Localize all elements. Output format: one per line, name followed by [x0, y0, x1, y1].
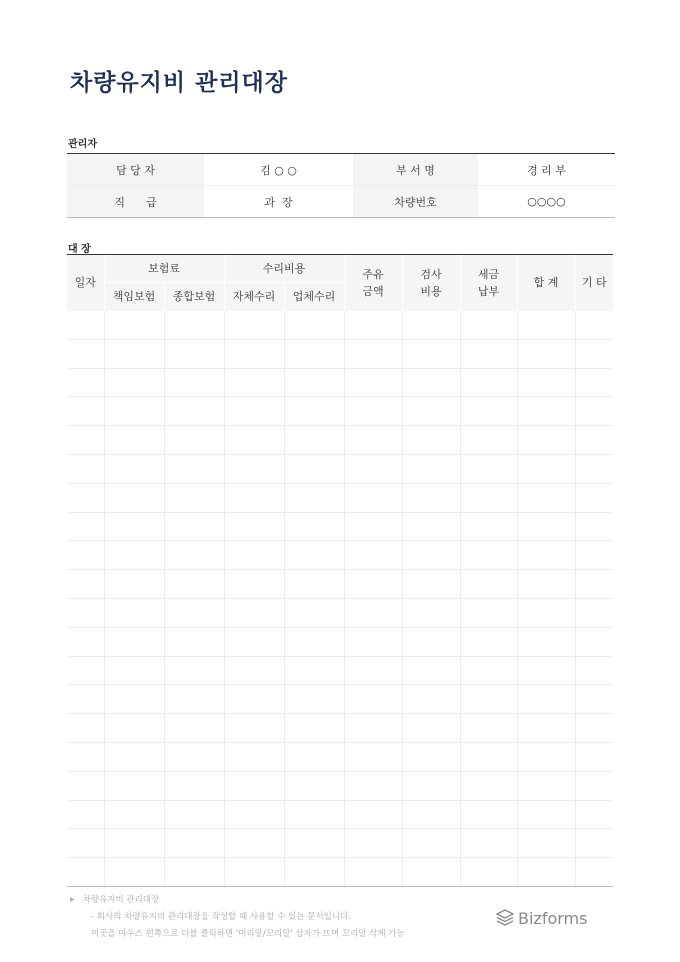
ledger-cell[interactable] — [460, 512, 517, 541]
ledger-cell[interactable] — [460, 800, 517, 829]
header-tax-line1: 세금 — [477, 267, 500, 281]
ledger-cell[interactable] — [517, 454, 575, 483]
ledger-cell[interactable] — [575, 454, 613, 483]
ledger-cell[interactable] — [517, 656, 575, 685]
ledger-cell[interactable] — [67, 311, 104, 340]
ledger-row — [67, 397, 613, 426]
header-total: 합 계 — [517, 255, 575, 311]
header-insurance-liability: 책임보험 — [104, 283, 164, 311]
ledger-cell[interactable] — [224, 426, 284, 455]
ledger-cell[interactable] — [164, 858, 224, 887]
ledger-cell[interactable] — [104, 800, 164, 829]
ledger-row — [67, 858, 613, 887]
ledger-row — [67, 339, 613, 368]
ledger-cell[interactable] — [344, 426, 402, 455]
ledger-table — [67, 254, 613, 887]
ledger-cell[interactable] — [344, 656, 402, 685]
ledger-row — [67, 742, 613, 771]
ledger-cell[interactable] — [104, 454, 164, 483]
ledger-cell[interactable] — [104, 512, 164, 541]
ledger-cell[interactable] — [402, 454, 460, 483]
ledger-cell[interactable] — [224, 598, 284, 627]
ledger-cell[interactable] — [284, 742, 344, 771]
department-value[interactable]: 경 리 부 — [478, 154, 615, 186]
ledger-cell[interactable] — [460, 742, 517, 771]
ledger-cell[interactable] — [224, 570, 284, 599]
ledger-cell[interactable] — [402, 483, 460, 512]
ledger-cell[interactable] — [344, 368, 402, 397]
ledger-cell[interactable] — [164, 829, 224, 858]
ledger-cell[interactable] — [224, 627, 284, 656]
ledger-cell[interactable] — [104, 368, 164, 397]
ledger-cell[interactable] — [460, 368, 517, 397]
ledger-cell[interactable] — [224, 454, 284, 483]
header-date: 일자 — [67, 255, 104, 311]
ledger-row — [67, 368, 613, 397]
ledger-cell[interactable] — [575, 483, 613, 512]
footer-line-3[interactable]: 이곳을 마우스 왼쪽으로 더블 클릭하면 '머리말/꼬리말' 상자가 뜨며 꼬리말 삭제 가능 — [91, 929, 405, 939]
ledger-body — [67, 311, 613, 887]
ledger-row — [67, 829, 613, 858]
ledger-cell[interactable] — [164, 685, 224, 714]
ledger-cell[interactable] — [164, 368, 224, 397]
ledger-cell[interactable] — [104, 339, 164, 368]
ledger-row — [67, 771, 613, 800]
ledger-cell[interactable] — [224, 483, 284, 512]
ledger-cell[interactable] — [402, 339, 460, 368]
ledger-cell[interactable] — [224, 541, 284, 570]
ledger-cell[interactable] — [164, 800, 224, 829]
ledger-cell[interactable] — [460, 829, 517, 858]
header-repair: 수리비용 — [224, 255, 344, 283]
ledger-row — [67, 800, 613, 829]
header-fuel-line2: 금액 — [362, 284, 384, 298]
ledger-row — [67, 685, 613, 714]
ledger-cell[interactable] — [460, 714, 517, 743]
ledger-cell[interactable] — [402, 627, 460, 656]
ledger-cell[interactable] — [67, 598, 104, 627]
ledger-cell[interactable] — [517, 858, 575, 887]
ledger-cell[interactable] — [344, 627, 402, 656]
ledger-cell[interactable] — [67, 426, 104, 455]
ledger-cell[interactable] — [284, 339, 344, 368]
ledger-cell[interactable] — [164, 454, 224, 483]
ledger-cell[interactable] — [284, 483, 344, 512]
department-label: 부 서 명 — [353, 154, 478, 186]
ledger-row — [67, 426, 613, 455]
ledger-cell[interactable] — [344, 454, 402, 483]
ledger-cell[interactable] — [67, 368, 104, 397]
ledger-cell[interactable] — [575, 339, 613, 368]
ledger-cell[interactable] — [517, 512, 575, 541]
ledger-cell[interactable] — [575, 311, 613, 340]
ledger-cell[interactable] — [67, 800, 104, 829]
ledger-cell[interactable] — [164, 771, 224, 800]
ledger-cell[interactable] — [344, 800, 402, 829]
ledger-cell[interactable] — [344, 742, 402, 771]
position-value[interactable]: 과 장 — [204, 186, 353, 218]
header-tax — [460, 255, 517, 311]
ledger-cell[interactable] — [104, 311, 164, 340]
header-inspection-line2: 비용 — [420, 284, 442, 298]
ledger-cell[interactable] — [284, 397, 344, 426]
ledger-cell[interactable] — [460, 685, 517, 714]
ledger-cell[interactable] — [284, 368, 344, 397]
ledger-row — [67, 541, 613, 570]
ledger-cell[interactable] — [402, 771, 460, 800]
ledger-cell[interactable] — [460, 311, 517, 340]
ledger-cell[interactable] — [67, 570, 104, 599]
manager-name-value[interactable]: 김 ○ ○ — [204, 154, 353, 186]
logo-text: Bizforms — [518, 908, 588, 928]
ledger-row — [67, 627, 613, 656]
ledger-cell[interactable] — [67, 339, 104, 368]
ledger-cell[interactable] — [164, 656, 224, 685]
ledger-cell[interactable] — [517, 368, 575, 397]
ledger-row — [67, 512, 613, 541]
ledger-cell[interactable] — [402, 829, 460, 858]
ledger-cell[interactable] — [517, 339, 575, 368]
ledger-cell[interactable] — [575, 771, 613, 800]
ledger-row — [67, 483, 613, 512]
manager-row — [67, 154, 615, 186]
ledger-cell[interactable] — [104, 685, 164, 714]
ledger-cell[interactable] — [517, 541, 575, 570]
ledger-cell[interactable] — [460, 541, 517, 570]
ledger-cell[interactable] — [517, 598, 575, 627]
ledger-cell[interactable] — [164, 512, 224, 541]
ledger-cell[interactable] — [164, 426, 224, 455]
ledger-row — [67, 454, 613, 483]
ledger-cell[interactable] — [164, 397, 224, 426]
ledger-cell[interactable] — [575, 541, 613, 570]
ledger-cell[interactable] — [284, 311, 344, 340]
ledger-cell[interactable] — [344, 685, 402, 714]
ledger-cell[interactable] — [575, 656, 613, 685]
ledger-cell[interactable] — [517, 742, 575, 771]
ledger-cell[interactable] — [402, 368, 460, 397]
ledger-cell[interactable] — [402, 570, 460, 599]
header-repair-self: 자체수리 — [224, 283, 284, 311]
footer-notes — [70, 893, 405, 939]
ledger-cell[interactable] — [67, 627, 104, 656]
ledger-cell[interactable] — [344, 541, 402, 570]
ledger-cell[interactable] — [344, 714, 402, 743]
ledger-cell[interactable] — [460, 627, 517, 656]
ledger-cell[interactable] — [67, 541, 104, 570]
manager-row — [67, 186, 615, 218]
ledger-cell[interactable] — [224, 771, 284, 800]
ledger-cell[interactable] — [104, 397, 164, 426]
ledger-cell[interactable] — [517, 800, 575, 829]
manager-section-label: 관리자 — [68, 139, 97, 150]
ledger-cell[interactable] — [284, 541, 344, 570]
ledger-cell[interactable] — [104, 858, 164, 887]
ledger-cell[interactable] — [402, 800, 460, 829]
ledger-cell[interactable] — [402, 311, 460, 340]
ledger-section-label: 대 장 — [68, 244, 91, 255]
ledger-cell[interactable] — [344, 858, 402, 887]
ledger-cell[interactable] — [517, 829, 575, 858]
vehicle-number-label: 차량번호 — [353, 186, 478, 218]
ledger-cell[interactable] — [402, 858, 460, 887]
ledger-cell[interactable] — [575, 598, 613, 627]
footer-line-1: 차량유지비 관리대장 — [82, 895, 160, 905]
ledger-cell[interactable] — [517, 685, 575, 714]
header-fuel-line1: 주유 — [362, 267, 384, 281]
ledger-cell[interactable] — [344, 598, 402, 627]
ledger-cell[interactable] — [344, 311, 402, 340]
ledger-cell[interactable] — [164, 742, 224, 771]
header-insurance: 보험료 — [104, 255, 224, 283]
ledger-cell[interactable] — [164, 598, 224, 627]
manager-info-table — [67, 153, 615, 218]
ledger-cell[interactable] — [517, 627, 575, 656]
ledger-cell[interactable] — [224, 368, 284, 397]
ledger-cell[interactable] — [460, 397, 517, 426]
ledger-cell[interactable] — [164, 570, 224, 599]
ledger-cell[interactable] — [164, 339, 224, 368]
ledger-cell[interactable] — [284, 685, 344, 714]
ledger-cell[interactable] — [104, 742, 164, 771]
ledger-cell[interactable] — [164, 541, 224, 570]
header-inspection — [402, 255, 460, 311]
ledger-cell[interactable] — [224, 800, 284, 829]
ledger-cell[interactable] — [67, 714, 104, 743]
ledger-cell[interactable] — [224, 339, 284, 368]
ledger-cell[interactable] — [224, 311, 284, 340]
ledger-cell[interactable] — [224, 829, 284, 858]
ledger-row — [67, 570, 613, 599]
ledger-cell[interactable] — [224, 685, 284, 714]
ledger-cell[interactable] — [402, 714, 460, 743]
header-tax-line2: 납부 — [477, 284, 500, 298]
ledger-cell[interactable] — [284, 512, 344, 541]
ledger-cell[interactable] — [517, 714, 575, 743]
ledger-cell[interactable] — [104, 829, 164, 858]
manager-name-label: 담 당 자 — [67, 154, 204, 186]
ledger-cell[interactable] — [104, 541, 164, 570]
ledger-cell[interactable] — [344, 829, 402, 858]
ledger-cell[interactable] — [517, 483, 575, 512]
ledger-cell[interactable] — [164, 483, 224, 512]
ledger-cell[interactable] — [284, 627, 344, 656]
ledger-cell[interactable] — [67, 742, 104, 771]
bizforms-logo — [495, 908, 587, 928]
ledger-cell[interactable] — [575, 512, 613, 541]
ledger-cell[interactable] — [67, 829, 104, 858]
ledger-cell[interactable] — [67, 397, 104, 426]
ledger-cell[interactable] — [67, 656, 104, 685]
ledger-cell[interactable] — [224, 742, 284, 771]
ledger-cell[interactable] — [402, 426, 460, 455]
ledger-cell[interactable] — [67, 512, 104, 541]
ledger-cell[interactable] — [460, 483, 517, 512]
ledger-cell[interactable] — [344, 339, 402, 368]
vehicle-number-value[interactable]: ○○○○ — [478, 186, 615, 218]
ledger-cell[interactable] — [224, 397, 284, 426]
ledger-cell[interactable] — [164, 627, 224, 656]
ledger-cell[interactable] — [460, 339, 517, 368]
ledger-cell[interactable] — [284, 829, 344, 858]
ledger-cell[interactable] — [104, 598, 164, 627]
ledger-cell[interactable] — [575, 800, 613, 829]
ledger-cell[interactable] — [104, 426, 164, 455]
ledger-row — [67, 598, 613, 627]
ledger-cell[interactable] — [67, 685, 104, 714]
ledger-cell[interactable] — [224, 714, 284, 743]
ledger-cell[interactable] — [460, 570, 517, 599]
header-insurance-comprehensive: 종합보험 — [164, 283, 224, 311]
ledger-cell[interactable] — [344, 512, 402, 541]
ledger-cell[interactable] — [67, 483, 104, 512]
ledger-cell[interactable] — [517, 570, 575, 599]
ledger-cell[interactable] — [344, 397, 402, 426]
ledger-cell[interactable] — [224, 512, 284, 541]
ledger-cell[interactable] — [402, 541, 460, 570]
ledger-cell[interactable] — [460, 598, 517, 627]
ledger-cell[interactable] — [284, 714, 344, 743]
ledger-cell[interactable] — [104, 570, 164, 599]
stack-layers-icon — [495, 908, 515, 928]
ledger-cell[interactable] — [575, 714, 613, 743]
ledger-cell[interactable] — [67, 771, 104, 800]
ledger-cell[interactable] — [284, 800, 344, 829]
document-title: 차량유지비 관리대장 — [70, 70, 288, 96]
ledger-cell[interactable] — [575, 685, 613, 714]
ledger-cell[interactable] — [104, 483, 164, 512]
ledger-cell[interactable] — [575, 858, 613, 887]
ledger-cell[interactable] — [344, 570, 402, 599]
ledger-cell[interactable] — [344, 483, 402, 512]
ledger-cell[interactable] — [284, 570, 344, 599]
position-label: 직 급 — [67, 186, 204, 218]
ledger-cell[interactable] — [517, 426, 575, 455]
ledger-cell[interactable] — [517, 311, 575, 340]
ledger-cell[interactable] — [575, 570, 613, 599]
ledger-cell[interactable] — [284, 771, 344, 800]
ledger-cell[interactable] — [104, 656, 164, 685]
ledger-cell[interactable] — [402, 656, 460, 685]
ledger-cell[interactable] — [575, 397, 613, 426]
ledger-cell[interactable] — [402, 512, 460, 541]
ledger-cell[interactable] — [104, 714, 164, 743]
ledger-cell[interactable] — [67, 454, 104, 483]
ledger-cell[interactable] — [104, 627, 164, 656]
ledger-cell[interactable] — [460, 426, 517, 455]
ledger-cell[interactable] — [460, 656, 517, 685]
ledger-cell[interactable] — [402, 685, 460, 714]
ledger-cell[interactable] — [164, 311, 224, 340]
ledger-cell[interactable] — [575, 627, 613, 656]
ledger-cell[interactable] — [460, 454, 517, 483]
ledger-row — [67, 311, 613, 340]
ledger-cell[interactable] — [517, 397, 575, 426]
ledger-cell[interactable] — [460, 771, 517, 800]
ledger-cell[interactable] — [575, 742, 613, 771]
ledger-row — [67, 656, 613, 685]
ledger-cell[interactable] — [284, 426, 344, 455]
ledger-cell[interactable] — [575, 829, 613, 858]
triangle-right-icon: ▶ — [70, 895, 75, 903]
ledger-cell[interactable] — [402, 397, 460, 426]
ledger-cell[interactable] — [284, 858, 344, 887]
ledger-cell[interactable] — [164, 714, 224, 743]
footer-line-2: - 회사의 차량유지비 관리대장을 작성할 때 사용할 수 있는 문서입니다. — [91, 912, 351, 922]
ledger-cell[interactable] — [402, 742, 460, 771]
ledger-cell[interactable] — [104, 771, 164, 800]
ledger-cell[interactable] — [575, 368, 613, 397]
ledger-cell[interactable] — [284, 454, 344, 483]
ledger-cell[interactable] — [224, 858, 284, 887]
ledger-row — [67, 714, 613, 743]
header-inspection-line1: 검사 — [420, 267, 442, 281]
header-repair-vendor: 업체수리 — [284, 283, 344, 311]
ledger-cell[interactable] — [344, 771, 402, 800]
ledger-cell[interactable] — [67, 858, 104, 887]
ledger-cell[interactable] — [284, 656, 344, 685]
ledger-cell[interactable] — [517, 771, 575, 800]
ledger-cell[interactable] — [575, 426, 613, 455]
ledger-cell[interactable] — [284, 598, 344, 627]
ledger-cell[interactable] — [224, 656, 284, 685]
ledger-cell[interactable] — [402, 598, 460, 627]
ledger-cell[interactable] — [460, 858, 517, 887]
header-fuel — [344, 255, 402, 311]
header-other: 기 타 — [575, 255, 613, 311]
